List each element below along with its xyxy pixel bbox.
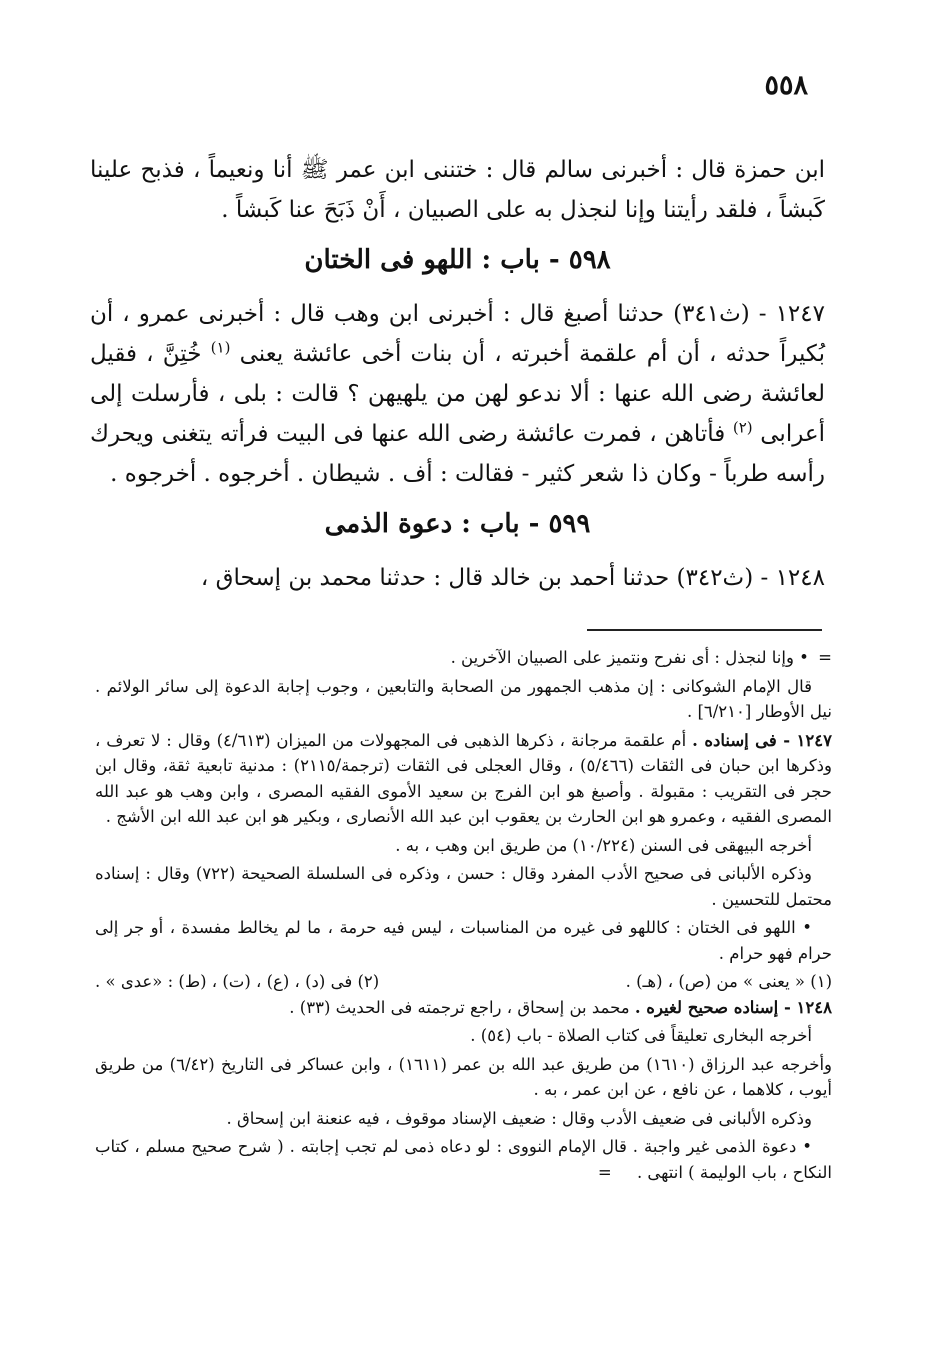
note-8: أخرجه البخارى تعليقاً فى كتاب الصلاة - باب (٥٤) . [470,1026,812,1045]
chapter-598-title: ٥٩٨ - باب : اللهو فى الختان [304,245,611,275]
hadith-1247-number: ١٢٤٧ - (ث٣٤١) [673,301,825,327]
note-5: وذكره الألبانى فى صحيح الأدب المفرد وقال : حسن ، وذكره فى السلسلة الصحيحة (٧٢٢) وقال : إسناده محتمل للتحسين . [95,864,832,909]
note-1 [95,645,832,671]
notes-section [95,645,832,1188]
hadith-1248-number: ١٢٤٨ - (ث٣٤٢) [676,565,825,591]
hadith-1248 [90,558,825,598]
footnote-divider [587,629,822,631]
hadith-1247-text-2: خُتِنَّ ، فقيل لعائشة رضى الله عنها : ألا ندعو لهن من يلهيهن ؟ قالت : بلى ، فأرسلت إلى أعرابى [90,341,826,447]
continuation-mark: = [818,648,832,667]
chapter-599-title: ٥٩٩ - باب : دعوة الذمى [324,509,591,539]
main-text [90,150,825,598]
continuation-mark-end: = [597,1162,612,1182]
note-9: وأخرجه عبد الرزاق (١٦١٠) من طريق عبد الله بن عمر (١٦١١) ، وابن عساكر فى التاريخ (٦/٤٢) من طريق أيوب ، كلاهما ، عن نافع ، عن ابن عمر ، به . [95,1054,832,1099]
note-7-heading: ١٢٤٨ - إسناده صحيح لغيره . [634,997,832,1017]
note-3-heading: ١٢٤٧ - فى إسناده . [692,730,832,750]
note-4: أخرجه البيهقى فى السنن (١٠/٢٢٤) من طريق ابن وهب ، به . [395,835,812,855]
note-3 [95,728,832,830]
hadith-1247-text-1: حدثنا أصبغ قال : أخبرنى ابن وهب قال : أخبرنى عمرو ، أن بُكيراً حدثه ، أن أم علقمة أخبرته ، أن بنات أخى عائشة يعنى [90,301,825,367]
hadith-1247-text-3: فأتاهن ، فمرت عائشة رضى الله عنها فى البيت فرأته يتغنى ويحرك رأسه طرباً - وكان ذا شعر كثير - فقالت : أف . شيطان . أخرجوه . أخرجوه . [90,421,825,487]
note-1-text: • وإنا لنجذل : أى نفرح ونتميز على الصبيان الآخرين . [450,648,809,667]
note-2: قال الإمام الشوكانى : إن مذهب الجمهور من الصحابة والتابعين ، وجوب إجابة الدعوة إلى سائر الولائم . نيل الأوطار [٦/٢١٠] . [95,676,832,721]
footnotes-row [95,969,832,995]
note-10: وذكره الألبانى فى ضعيف الأدب وقال : ضعيف الإسناد موقوف ، فيه عنعنة ابن إسحاق . [226,1108,812,1128]
hadith-1248-text: حدثنا أحمد بن خالد قال : حدثنا محمد بن إسحاق ، [200,565,670,591]
note-11 [95,1134,832,1185]
note-7 [95,995,832,1021]
footnote-marker-1: (١) [210,338,231,357]
page-number: ٥٥٨ [764,70,808,101]
note-6: • اللهو فى الختان : كاللهو فى غيره من المناسبات ، ليس فيه حرمة ، ما لم يخالط مفسدة ، أو جر إلى حرام فهو حرام . [95,918,832,963]
hadith-1247 [90,294,825,494]
intro-paragraph: ابن حمزة قال : أخبرنى سالم قال : ختننى ابن عمر ﷺ أنا ونعيماً ، فذبح علينا كَبشاً ، فلقد رأيتنا وإنا لنجذل به على الصبيان ، أَنْ ذَبَحَ عنا كَبشاً . [90,157,825,223]
footnote-1: (١) « يعنى » من (ص) ، (هـ) . [625,972,832,991]
footnote-2: (٢) فى (د) ، (ع) ، (ت) ، (ط) : «عدى » . [95,972,380,991]
note-3-text: أم علقمة مرجانة ، ذكرها الذهبى فى المجهولات من الميزان (٤/٦١٣) وقال : لا تعرف ، وذكرها ابن حبان فى الثقات (٥/٤٦٦) ، وقال العجلى فى الثقات (ترجمة/٢١١٥) : مدنية تابعية ثقة، وقال ابن حجر فى التقريب : مقبولة . وأصبغ هو ابن الفرج بن سعيد الأموى الفقيه المصرى ، وابن وهب هو عبد الله المصرى الفقيه ، وعمرو هو ابن الحارث بن يعقوب ابن عبد الله الأنصارى ، وبكير هو ابن عبد الله ابن الأشج . [95,730,832,826]
footnote-marker-2: (٢) [732,418,753,437]
note-7-text: محمد بن إسحاق ، راجع ترجمته فى الحديث (٣٣) . [289,997,630,1017]
note-11-text: • دعوة الذمى غير واجبة . قال الإمام النووى : لو دعاه ذمى لم تجب إجابته . ( شرح صحيح مسلم ، كتاب النكاح ، باب الوليمة ) انتهى . [95,1137,832,1182]
